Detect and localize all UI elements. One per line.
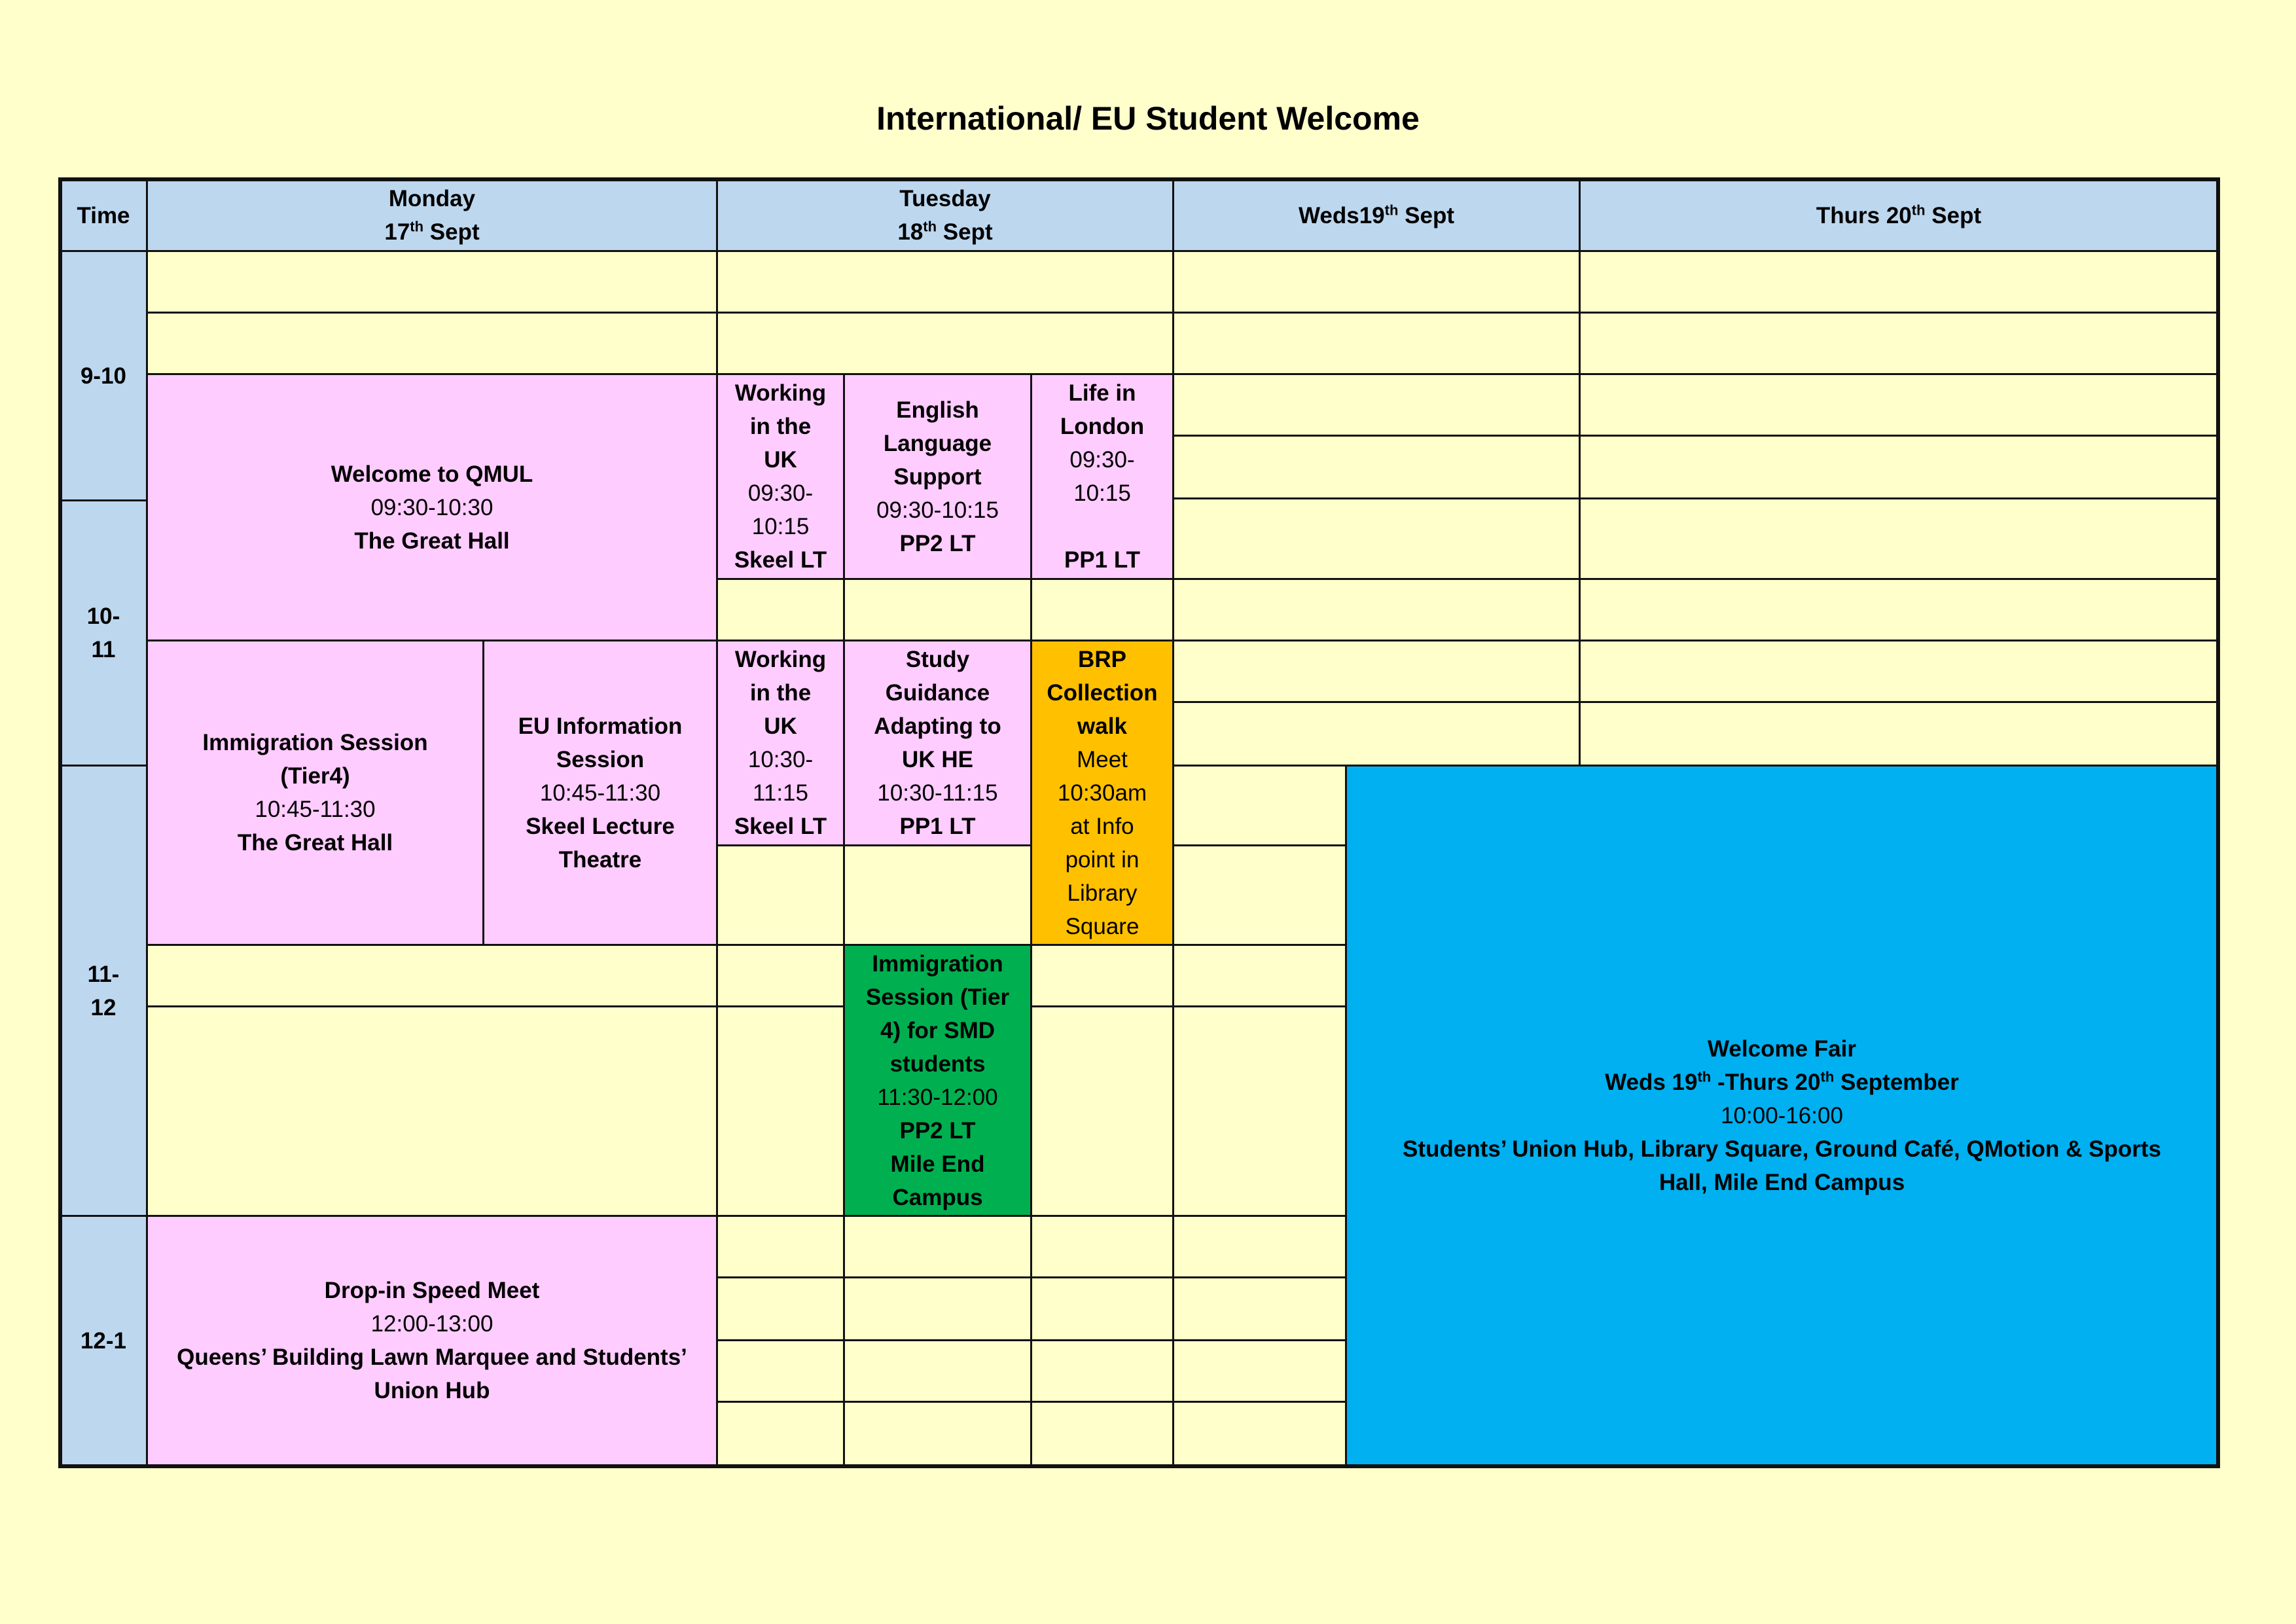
header-tuesday-date: 18th Sept [897, 218, 993, 245]
empty-cell [146, 944, 718, 1007]
event-speed-meet [146, 1215, 718, 1466]
header-weds-date: Weds19th Sept [1299, 201, 1454, 228]
event-immigration-smd [843, 944, 1032, 1217]
empty-cell [843, 1339, 1032, 1403]
empty-cell [1030, 578, 1174, 641]
empty-cell [1172, 1215, 1347, 1278]
event-venue: The Great Hall [237, 830, 393, 856]
event-title: walk [1077, 713, 1127, 739]
empty-cell [1172, 497, 1581, 580]
event-venue: Queens’ Building Lawn Marquee and Students’ [177, 1344, 687, 1370]
event-time: 11:15 [753, 780, 808, 806]
header-weds [1172, 179, 1581, 252]
event-venue: Campus [892, 1184, 983, 1210]
event-time: 10:00-16:00 [1721, 1102, 1843, 1128]
event-venue: PP2 LT [899, 1117, 976, 1144]
event-venue: Skeel LT [734, 547, 827, 573]
event-detail: Meet [1077, 746, 1128, 772]
event-title: Guidance [885, 680, 990, 706]
event-detail: 10:30am [1057, 780, 1147, 806]
empty-cell [146, 250, 718, 314]
event-title: 4) for SMD [880, 1017, 995, 1043]
empty-cell [1579, 578, 2219, 641]
empty-cell [1172, 435, 1581, 499]
event-title: Language [883, 430, 992, 456]
event-detail: Library [1067, 880, 1138, 906]
empty-cell [1579, 701, 2219, 767]
event-venue: Skeel LT [734, 814, 827, 839]
header-tuesday-day: Tuesday [899, 186, 991, 211]
time-slot-label: 12-1 [80, 1327, 127, 1354]
event-venue: PP2 LT [899, 530, 976, 556]
event-title: Study [905, 647, 970, 672]
empty-cell [843, 1215, 1032, 1278]
empty-cell [1579, 435, 2219, 499]
event-detail: at Info [1070, 813, 1134, 839]
empty-cell [716, 1339, 845, 1403]
event-title: Session [556, 746, 645, 772]
empty-cell [1030, 1215, 1174, 1278]
event-venue: The Great Hall [354, 528, 510, 554]
event-title: Session (Tier [865, 984, 1010, 1010]
event-venue: Students’ Union Hub, Library Square, Ground Café, QMotion & Sports [1403, 1136, 2161, 1162]
empty-cell [716, 1005, 845, 1217]
event-venue: Theatre [558, 846, 642, 873]
event-brp-collection [1030, 640, 1174, 946]
header-thurs [1579, 179, 2219, 252]
event-venue: Union Hub [374, 1378, 490, 1403]
header-time [59, 179, 148, 252]
event-title: London [1060, 414, 1145, 439]
event-working-uk-1 [716, 373, 845, 580]
event-title: Welcome to QMUL [331, 461, 533, 487]
empty-cell [716, 1215, 845, 1278]
event-title: UK [764, 447, 797, 473]
empty-cell [146, 1005, 718, 1217]
event-title: Support [893, 463, 982, 490]
time-slot-label: 11- [87, 961, 120, 987]
event-title: Immigration [872, 950, 1003, 977]
time-slot-12-1 [59, 1215, 148, 1466]
empty-cell [843, 578, 1032, 641]
time-slot-label: 9-10 [80, 363, 127, 389]
event-immigration-tier4 [146, 640, 484, 946]
empty-cell [716, 844, 845, 946]
empty-cell [1172, 944, 1347, 1007]
empty-cell [1172, 1401, 1347, 1466]
event-venue: Hall, Mile End Campus [1659, 1169, 1905, 1195]
empty-cell [1030, 1339, 1174, 1403]
time-slot-label: 11 [91, 637, 116, 662]
empty-cell [843, 1276, 1032, 1341]
time-slot-11-12 [59, 765, 148, 1217]
empty-cell [1030, 1276, 1174, 1341]
empty-cell [1172, 312, 1581, 375]
empty-cell [1172, 373, 1581, 437]
event-time: 10:30- [747, 747, 814, 772]
empty-cell [1172, 844, 1347, 946]
empty-cell [1030, 1005, 1174, 1217]
event-title: Drop-in Speed Meet [324, 1278, 540, 1303]
event-venue: PP1 LT [899, 814, 976, 839]
header-monday [146, 179, 718, 252]
event-time: 11:30-12:00 [877, 1084, 998, 1110]
event-title: in the [749, 680, 812, 706]
empty-cell [1030, 944, 1174, 1007]
event-title: Working [734, 380, 827, 406]
empty-cell [1579, 312, 2219, 375]
event-working-uk-2 [716, 640, 845, 846]
event-title: Collection [1047, 679, 1158, 706]
event-title: UK HE [902, 747, 973, 772]
event-welcome-fair [1345, 765, 2219, 1466]
empty-cell [716, 250, 1174, 314]
event-title: Welcome Fair [1708, 1036, 1856, 1062]
empty-cell [1172, 250, 1581, 314]
page-title: International/ EU Student Welcome [876, 100, 1420, 137]
header-thurs-date: Thurs 20th Sept [1816, 201, 1982, 228]
empty-cell [716, 312, 1174, 375]
empty-cell [716, 578, 845, 641]
empty-cell [1030, 1401, 1174, 1466]
event-welcome-qmul [146, 373, 718, 641]
empty-cell [843, 844, 1032, 946]
empty-cell [1172, 578, 1581, 641]
empty-cell [716, 1401, 845, 1466]
empty-cell [716, 944, 845, 1007]
event-time: 10:45-11:30 [255, 797, 376, 822]
event-time: 09:30- [747, 480, 814, 506]
event-time: 09:30-10:15 [876, 497, 999, 523]
event-time: 10:15 [1073, 480, 1131, 506]
time-slot-label: 10- [86, 604, 120, 629]
header-monday-day: Monday [388, 186, 476, 211]
event-eu-information [482, 640, 718, 946]
event-study-guidance [843, 640, 1032, 846]
event-title: Immigration Session [202, 730, 428, 755]
event-venue: Skeel Lecture [526, 813, 675, 839]
event-time: 09:30- [1069, 447, 1135, 473]
event-english-support [843, 373, 1032, 580]
event-title: Life in [1068, 380, 1136, 406]
event-title: EU Information [518, 713, 683, 739]
empty-cell [1172, 701, 1581, 767]
event-venue: PP1 LT [1064, 547, 1141, 573]
time-slot-label: 12 [90, 994, 117, 1020]
header-monday-date: 17th Sept [384, 218, 480, 245]
time-slot-10-11 [59, 499, 148, 767]
empty-cell [1579, 497, 2219, 580]
empty-cell [1579, 250, 2219, 314]
event-life-london [1030, 373, 1174, 580]
event-title: Working [734, 647, 827, 672]
empty-cell [1172, 1276, 1347, 1341]
header-time-label: Time [77, 202, 130, 228]
empty-cell [1579, 373, 2219, 437]
event-detail: point in [1065, 846, 1139, 873]
event-time: 10:45-11:30 [539, 780, 661, 806]
empty-cell [146, 312, 718, 375]
event-venue: Mile End [890, 1151, 985, 1177]
event-title: students [889, 1051, 986, 1077]
event-time: 12:00-13:00 [370, 1311, 493, 1337]
empty-cell [843, 1401, 1032, 1466]
empty-cell [1172, 1339, 1347, 1403]
event-time: 10:15 [751, 514, 810, 539]
event-time: 09:30-10:30 [370, 494, 493, 520]
event-time: 10:30-11:15 [877, 780, 998, 806]
event-detail: Square [1065, 913, 1139, 939]
header-tuesday [716, 179, 1174, 252]
empty-cell [1579, 640, 2219, 703]
event-title: Adapting to [874, 713, 1001, 739]
empty-cell [716, 1276, 845, 1341]
empty-cell [1172, 765, 1347, 846]
event-title: English [896, 397, 979, 423]
event-dates: Weds 19th -Thurs 20th September [1605, 1068, 1959, 1095]
empty-cell [1172, 640, 1581, 703]
event-title: (Tier4) [280, 763, 350, 789]
event-title: BRP [1078, 646, 1126, 672]
empty-cell [1172, 1005, 1347, 1217]
event-title: UK [764, 713, 797, 739]
event-title: in the [749, 414, 812, 439]
time-slot-9-10 [59, 250, 148, 501]
